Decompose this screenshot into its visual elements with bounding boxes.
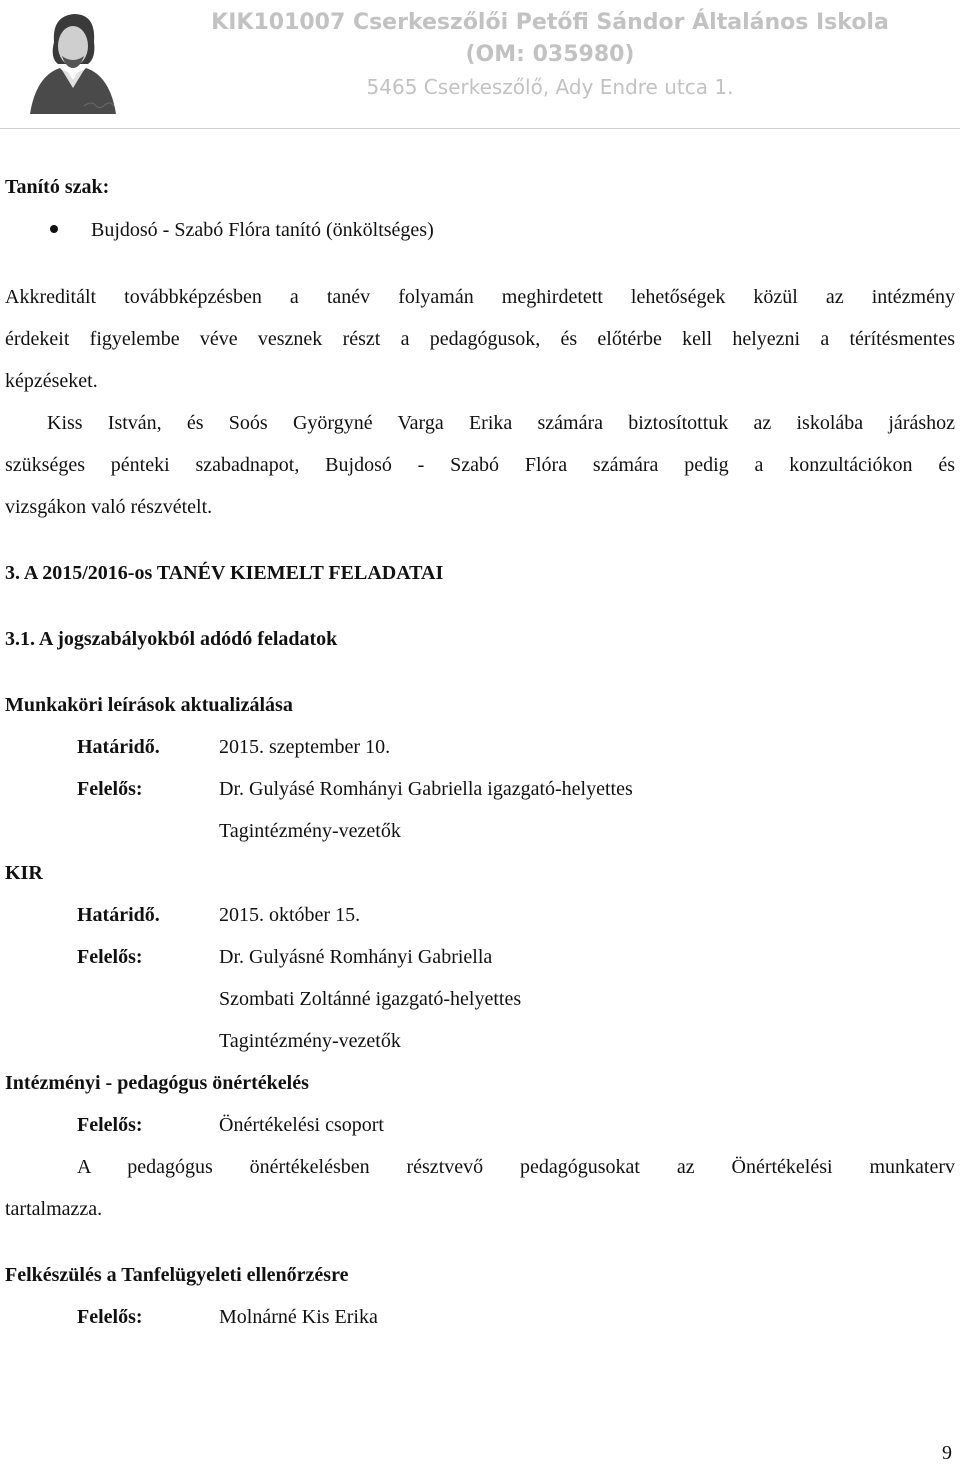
header-divider (0, 128, 960, 129)
section3-heading: 3. A 2015/2016-os TANÉV KIEMELT FELADATAI (5, 562, 444, 584)
munkakori-hatarido-label: Határidő. (77, 736, 160, 758)
tanfelugyelet-felelos-label: Felelős: (77, 1306, 143, 1328)
para1-line3: képzéseket. (5, 370, 98, 392)
para1-line2: érdekeit figyelembe véve vesznek részt a pedagógusok, és előtérbe kell helyezni a térítésmentes (5, 328, 955, 350)
kir-hatarido-label: Határidő. (77, 904, 160, 926)
onertekeles-felelos-value: Önértékelési csoport (219, 1114, 384, 1136)
tanito-bullet-item: Bujdosó - Szabó Flóra tanító (önköltséges) (91, 219, 434, 241)
munkakori-felelos-value-1: Dr. Gulyásé Romhányi Gabriella igazgató-helyettes (219, 778, 633, 800)
para2-line1: Kiss István, és Soós Györgyné Varga Erika számára biztosítottuk az iskolába járáshoz (47, 412, 955, 434)
school-om-code: (OM: 035980) (465, 42, 635, 67)
para2-line3: vizsgákon való részvételt. (5, 496, 213, 518)
onertekeles-heading: Intézményi - pedagógus önértékelés (5, 1072, 309, 1094)
petofi-portrait-icon (22, 2, 122, 122)
tanfelugyelet-felelos-value: Molnárné Kis Erika (219, 1306, 378, 1328)
tanito-heading: Tanító szak: (5, 176, 110, 198)
munkakori-felelos-value-2: Tagintézmény-vezetők (219, 820, 401, 842)
tanfelugyelet-heading: Felkészülés a Tanfelügyeleti ellenőrzésre (5, 1264, 349, 1286)
page-number: 9 (942, 1442, 952, 1464)
school-address: 5465 Cserkeszőlő, Ady Endre utca 1. (366, 75, 734, 99)
munkakori-felelos-label: Felelős: (77, 778, 143, 800)
kir-felelos-value-2: Szombati Zoltánné igazgató-helyettes (219, 988, 522, 1010)
kir-heading: KIR (5, 862, 43, 884)
kir-felelos-value-1: Dr. Gulyásné Romhányi Gabriella (219, 946, 493, 968)
kir-hatarido-value: 2015. október 15. (219, 904, 361, 926)
para1-line1: Akkreditált továbbképzésben a tanév folyamán meghirdetett lehetőségek közül az intézmény (5, 286, 955, 308)
munkakori-hatarido-value: 2015. szeptember 10. (219, 736, 391, 758)
page-header (0, 0, 960, 128)
onertekeles-text-line2: tartalmazza. (5, 1198, 103, 1220)
kir-felelos-label: Felelős: (77, 946, 143, 968)
onertekeles-felelos-label: Felelős: (77, 1114, 143, 1136)
para2-line2: szükséges pénteki szabadnapot, Bujdosó - Szabó Flóra számára pedig a konzultációkon és (5, 454, 955, 476)
munkakori-heading: Munkaköri leírások aktualizálása (5, 694, 293, 716)
school-name: KIK101007 Cserkeszőlői Petőfi Sándor Általános Iskola (211, 10, 889, 35)
kir-felelos-value-3: Tagintézmény-vezetők (219, 1030, 401, 1052)
bullet-icon (50, 225, 58, 233)
section31-heading: 3.1. A jogszabályokból adódó feladatok (5, 628, 338, 650)
onertekeles-text-line1: A pedagógus önértékelésben résztvevő pedagógusokat az Önértékelési munkaterv (77, 1156, 955, 1178)
